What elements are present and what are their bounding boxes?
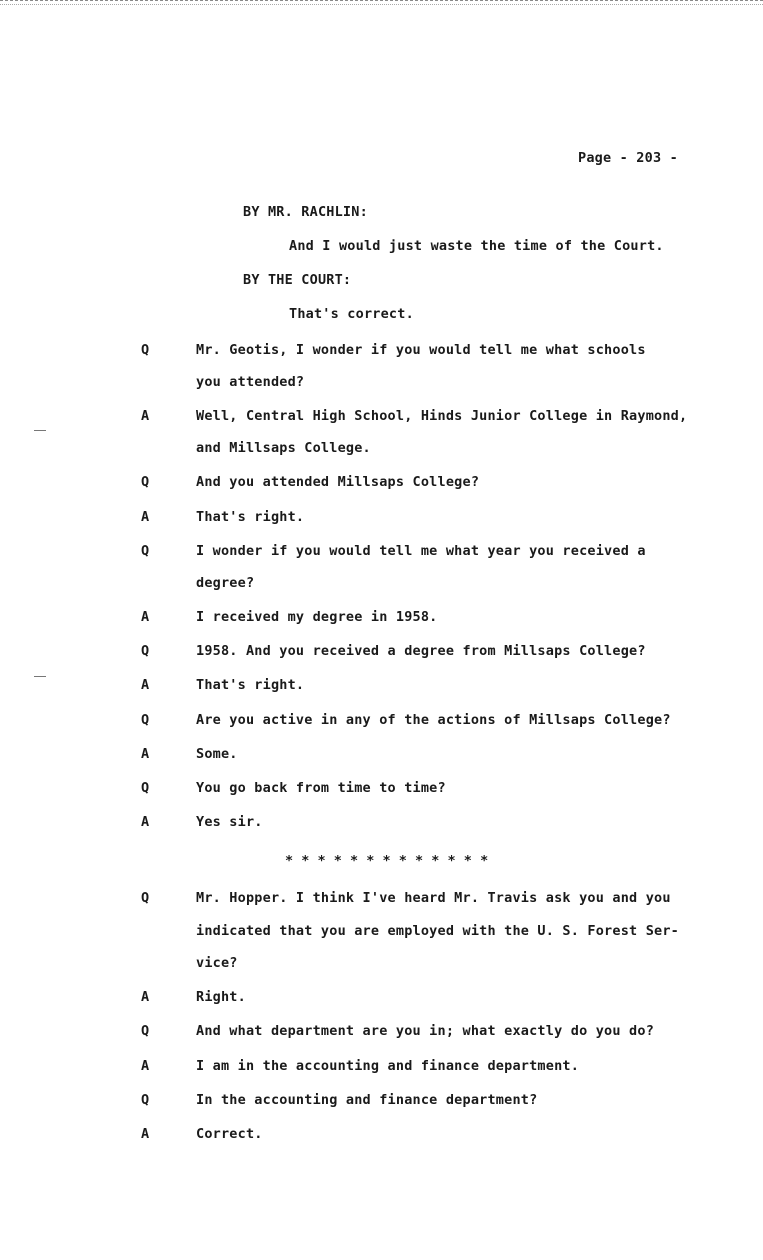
question-line: indicated that you are employed with the U. S. Forest Ser- [196, 922, 680, 939]
speaker-label: BY THE COURT: [243, 272, 352, 288]
question-line: 1958. And you received a degree from Millsaps College? [196, 643, 646, 660]
question-line: And what department are you in; what exactly do you do? [196, 1023, 655, 1040]
question-line: Mr. Geotis, I wonder if you would tell me what schools [196, 342, 646, 358]
question-marker: Q [141, 890, 150, 906]
answer-marker: A [141, 745, 150, 762]
question-line: I wonder if you would tell me what year you received a [196, 542, 646, 559]
question-marker: Q [141, 780, 150, 796]
question-line: you attended? [196, 374, 305, 390]
question-line: In the accounting and finance department? [196, 1091, 538, 1108]
question-line: And you attended Millsaps College? [196, 474, 480, 491]
answer-line: Well, Central High School, Hinds Junior College in Raymond, [196, 408, 688, 425]
answer-marker: A [141, 508, 150, 525]
answer-marker: A [141, 677, 150, 694]
answer-line: I received my degree in 1958. [196, 609, 438, 625]
question-marker: Q [141, 474, 150, 491]
answer-marker: A [141, 814, 150, 831]
question-marker: Q [141, 711, 150, 728]
margin-mark [34, 430, 46, 431]
question-line: vice? [196, 955, 238, 971]
question-marker: Q [141, 342, 150, 358]
question-line: Are you active in any of the actions of Millsaps College? [196, 711, 671, 728]
answer-marker: A [141, 989, 150, 1006]
question-line: degree? [196, 574, 255, 591]
question-marker: Q [141, 1023, 150, 1040]
question-marker: Q [141, 542, 150, 559]
answer-marker: A [141, 609, 150, 625]
answer-line: Some. [196, 745, 238, 762]
speaker-label: BY MR. RACHLIN: [243, 204, 368, 220]
question-line: You go back from time to time? [196, 780, 446, 796]
section-separator: * * * * * * * * * * * * * [285, 853, 489, 869]
colloquy-text: And I would just waste the time of the Court. [289, 238, 664, 254]
answer-line: I am in the accounting and finance department. [196, 1057, 580, 1074]
answer-line: Yes sir. [196, 814, 263, 831]
margin-mark [34, 676, 46, 677]
answer-marker: A [141, 1126, 150, 1142]
top-edge-rule [0, 0, 763, 5]
question-line: Mr. Hopper. I think I've heard Mr. Travis ask you and you [196, 890, 671, 906]
answer-line: Correct. [196, 1126, 263, 1142]
answer-marker: A [141, 1057, 150, 1074]
answer-line: That's right. [196, 508, 305, 525]
answer-line: and Millsaps College. [196, 440, 371, 457]
answer-marker: A [141, 408, 150, 425]
question-marker: Q [141, 643, 150, 660]
colloquy-text: That's correct. [289, 306, 414, 322]
page-number: Page - 203 - [578, 150, 678, 166]
question-marker: Q [141, 1091, 150, 1108]
answer-line: That's right. [196, 677, 305, 694]
answer-line: Right. [196, 989, 246, 1006]
